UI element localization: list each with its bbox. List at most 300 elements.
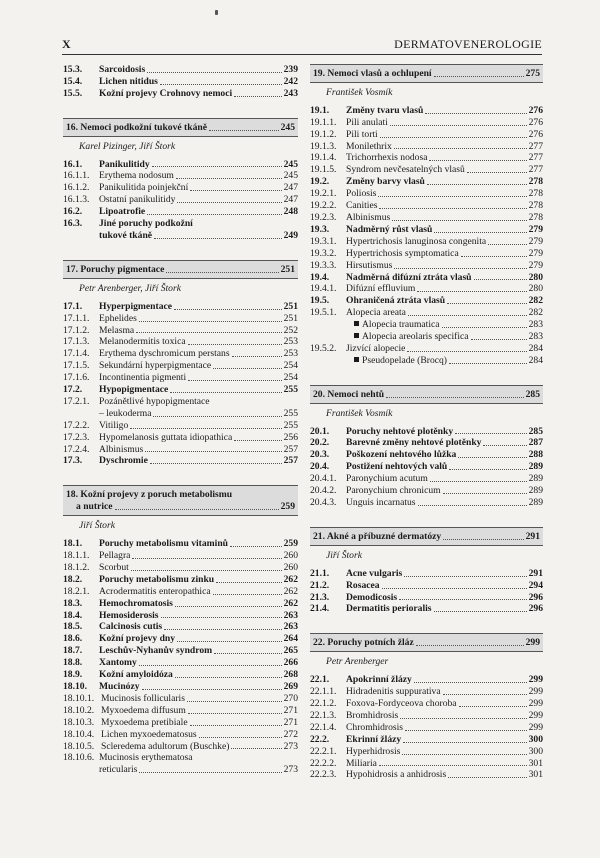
toc-entry bbox=[310, 212, 543, 224]
toc-entry bbox=[310, 200, 543, 212]
toc-entry-number: 18.10.1. bbox=[63, 692, 95, 704]
toc-entry-bullet bbox=[310, 355, 543, 367]
dot-leader bbox=[402, 754, 526, 755]
toc-entry-page: 260 bbox=[283, 550, 298, 561]
toc-entry-number: 22.2.2. bbox=[310, 757, 337, 769]
toc-entry-title: Nadměrný růst vlasů bbox=[346, 223, 433, 235]
toc-entry-title: Demodicosis bbox=[346, 591, 398, 603]
toc-entry bbox=[66, 264, 295, 276]
toc-entry bbox=[63, 313, 298, 325]
toc-entry-line bbox=[63, 764, 298, 776]
toc-entry bbox=[310, 449, 543, 461]
toc-entry-page: 278 bbox=[528, 200, 543, 212]
toc-entry-number: 17.1.4. bbox=[63, 348, 90, 360]
toc-entry-number: 17.1. bbox=[63, 300, 83, 312]
toc-entry-page: 289 bbox=[528, 473, 543, 485]
toc-entry-title: 21. Akné a příbuzné dermatózy bbox=[313, 530, 442, 542]
toc-entry bbox=[63, 574, 298, 586]
dot-leader bbox=[455, 433, 526, 434]
dot-leader bbox=[449, 363, 527, 364]
toc-entry bbox=[310, 710, 543, 722]
toc-entry-page: 296 bbox=[528, 591, 543, 603]
toc-entry-number: 20.4.2. bbox=[310, 485, 337, 497]
toc-entry-title: Hypomelanosis guttata idiopathica bbox=[99, 431, 233, 443]
toc-entry-number: 18.10.3. bbox=[63, 716, 95, 728]
chapter-authors: Jiří Štork bbox=[79, 520, 115, 532]
chapter-heading bbox=[63, 485, 298, 516]
toc-entry-title: Erythema nodosum bbox=[99, 170, 174, 182]
toc-entry bbox=[310, 568, 543, 580]
toc-entry-title: Barevné změny nehtové plotěnky bbox=[346, 437, 482, 449]
toc-entry bbox=[63, 693, 298, 705]
toc-entry-page: 289 bbox=[528, 461, 543, 473]
toc-entry-title: Canities bbox=[346, 200, 378, 212]
toc-entry bbox=[63, 432, 298, 444]
toc-entry-number: 17.2. bbox=[63, 384, 83, 396]
toc-entry-number: 18.9. bbox=[63, 669, 83, 681]
toc-entry-number: 18.1.2. bbox=[63, 561, 90, 573]
dot-leader bbox=[188, 380, 281, 381]
toc-entry-page: 243 bbox=[283, 87, 298, 99]
toc-entry-number: 19.1.4. bbox=[310, 152, 337, 164]
dot-leader bbox=[187, 701, 282, 702]
dot-leader bbox=[404, 576, 526, 577]
toc-entry-page: 270 bbox=[283, 692, 298, 704]
dot-leader bbox=[443, 493, 527, 494]
toc-entry-number: 19.2.1. bbox=[310, 188, 337, 200]
chapter-authors: Karel Pizinger, Jiří Štork bbox=[79, 140, 176, 152]
toc-entry bbox=[310, 722, 543, 734]
dot-leader bbox=[394, 148, 527, 149]
dot-leader bbox=[400, 718, 526, 719]
section-gap bbox=[310, 367, 543, 381]
dot-leader bbox=[132, 558, 281, 559]
dot-leader bbox=[405, 730, 527, 731]
toc-entry-number: 20.4.1. bbox=[310, 473, 337, 485]
toc-entry-number: 16.1.2. bbox=[63, 182, 90, 194]
dot-leader bbox=[154, 238, 282, 239]
section-gap bbox=[63, 467, 298, 481]
toc-entry-title: Syndrom nevčesatelných vlasů bbox=[346, 164, 465, 176]
dot-leader bbox=[190, 190, 281, 191]
toc-entry-page: 280 bbox=[528, 271, 543, 283]
toc-entry-title: Ohraničená ztráta vlasů bbox=[346, 295, 446, 307]
dot-leader bbox=[449, 469, 526, 470]
toc-entry-title: Změny barvy vlasů bbox=[346, 176, 425, 188]
toc-entry bbox=[63, 325, 298, 337]
toc-entry-title: Chromhidrosis bbox=[346, 721, 404, 733]
toc-entry-title: Scleredema adultorum (Buschke) bbox=[101, 740, 230, 752]
dot-leader bbox=[176, 178, 282, 179]
toc-entry bbox=[63, 645, 298, 657]
dot-leader bbox=[461, 256, 527, 257]
toc-entry bbox=[63, 206, 298, 218]
toc-entry-title: Kožní projevy Crohnovy nemoci bbox=[99, 87, 233, 99]
toc-entry bbox=[63, 455, 298, 467]
dot-leader bbox=[139, 321, 282, 322]
toc-entry bbox=[310, 603, 543, 615]
toc-entry-number: 18.7. bbox=[63, 645, 83, 657]
toc-entry-title: Poruchy nehtové plotěnky bbox=[346, 425, 454, 437]
toc-entry-title: Mucinosis erythematosa bbox=[99, 752, 193, 764]
toc-entry-title: Postižení nehtových valů bbox=[346, 461, 448, 473]
toc-entry-title: Incontinentia pigmenti bbox=[99, 372, 187, 384]
toc-entry bbox=[63, 301, 298, 313]
toc-entry-title: 17. Poruchy pigmentace bbox=[66, 263, 165, 275]
chapter-heading bbox=[310, 633, 543, 652]
toc-entry-title: Ostatní panikulitidy bbox=[99, 194, 176, 206]
dot-leader bbox=[447, 303, 526, 304]
dot-leader bbox=[147, 72, 281, 73]
running-head: DERMATOVENEROLOGIE bbox=[394, 37, 542, 51]
dot-leader bbox=[399, 599, 526, 600]
toc-entry bbox=[310, 260, 543, 272]
toc-entry-title: Scorbut bbox=[99, 561, 129, 573]
toc-entry-title: Hyperhidrosis bbox=[346, 745, 401, 757]
toc-entry-page: 283 bbox=[528, 319, 543, 331]
dot-leader bbox=[145, 451, 281, 452]
toc-entry-number: 19.1.5. bbox=[310, 164, 337, 176]
toc-entry-title: Lichen myxoedematosus bbox=[101, 728, 197, 740]
toc-entry-number: 21.1. bbox=[310, 567, 330, 579]
toc-entry bbox=[63, 182, 298, 194]
toc-entry-page: 276 bbox=[528, 104, 543, 116]
toc-left-column bbox=[63, 64, 298, 776]
dot-leader bbox=[216, 582, 281, 583]
dot-leader bbox=[130, 428, 281, 429]
toc-entry bbox=[310, 437, 543, 449]
toc-entry-line bbox=[63, 230, 298, 242]
dot-leader bbox=[231, 748, 281, 749]
toc-entry-number: 17.3. bbox=[63, 455, 83, 467]
toc-entry-number: 21.2. bbox=[310, 579, 330, 591]
toc-entry-number: 18.2. bbox=[63, 573, 83, 585]
toc-entry bbox=[310, 592, 543, 604]
toc-entry-title: Pozánětlivé hypopigmentace bbox=[99, 395, 210, 407]
toc-entry-title: Melanodermitis toxica bbox=[99, 336, 186, 348]
toc-entry-title: Bromhidrosis bbox=[346, 709, 399, 721]
toc-entry-number: 17.1.6. bbox=[63, 372, 90, 384]
toc-entry-page: 245 bbox=[283, 158, 298, 170]
toc-entry-number: 19.3. bbox=[310, 223, 330, 235]
toc-entry-number: 18.3. bbox=[63, 597, 83, 609]
toc-entry-page: 279 bbox=[528, 247, 543, 259]
toc-entry-page: 255 bbox=[283, 384, 298, 396]
toc-entry-title: Ephelides bbox=[99, 312, 137, 324]
toc-entry-page: 278 bbox=[528, 176, 543, 188]
toc-entry-bullet bbox=[310, 319, 543, 331]
toc-entry-page: 299 bbox=[528, 697, 543, 709]
toc-entry-number: 18.1. bbox=[63, 538, 83, 550]
dot-leader bbox=[142, 689, 282, 690]
dot-leader bbox=[164, 629, 281, 630]
toc-entry bbox=[310, 746, 543, 758]
dot-leader bbox=[234, 96, 281, 97]
toc-entry-title: 20. Nemoci nehtů bbox=[313, 388, 385, 400]
chapter-heading bbox=[310, 527, 543, 546]
toc-entry-number: 15.5. bbox=[63, 87, 83, 99]
toc-entry-number: 22.2.3. bbox=[310, 769, 337, 781]
toc-entry-page: 242 bbox=[283, 75, 298, 87]
toc-entry-title: Jizvící alopecie bbox=[346, 342, 406, 354]
toc-right-column bbox=[310, 64, 543, 781]
toc-entry-number: 18.10. bbox=[63, 680, 87, 692]
toc-entry-number: 20.4. bbox=[310, 461, 330, 473]
toc-entry bbox=[63, 633, 298, 645]
toc-entry-title: Pseudopelade (Brocq) bbox=[354, 355, 447, 367]
toc-entry-number: 19.1. bbox=[310, 104, 330, 116]
toc-entry bbox=[63, 669, 298, 681]
toc-entry-page: 265 bbox=[283, 645, 298, 657]
toc-entry bbox=[63, 420, 298, 432]
toc-entry-number: 20.4.3. bbox=[310, 497, 337, 508]
toc-entry-title: 22. Poruchy potních žláz bbox=[313, 637, 414, 649]
dot-leader bbox=[175, 606, 282, 607]
toc-entry-number: 16.3. bbox=[63, 218, 83, 230]
toc-entry-title: Ekrinní žlázy bbox=[346, 733, 402, 745]
toc-entry bbox=[310, 117, 543, 129]
toc-entry-page: 249 bbox=[283, 229, 298, 241]
toc-entry-bullet bbox=[310, 331, 543, 343]
toc-entry-number: 18.10.2. bbox=[63, 704, 95, 716]
toc-entry-number: 18.5. bbox=[63, 621, 83, 633]
toc-entry bbox=[63, 621, 298, 633]
toc-entry-title: Pili torti bbox=[346, 128, 378, 140]
dot-leader bbox=[379, 208, 526, 209]
toc-entry-number: 21.3. bbox=[310, 591, 330, 603]
toc-entry-title: Hemochromatosis bbox=[99, 597, 173, 609]
toc-entry-page: 277 bbox=[528, 140, 543, 152]
dot-leader bbox=[214, 653, 281, 654]
toc-entry-title: Unguis incarnatus bbox=[346, 497, 416, 508]
toc-entry bbox=[63, 336, 298, 348]
toc-entry-page: 247 bbox=[283, 194, 298, 206]
toc-entry bbox=[310, 485, 543, 497]
dot-leader bbox=[417, 291, 526, 292]
dot-leader bbox=[394, 268, 526, 269]
toc-entry-number: 16.1.3. bbox=[63, 194, 90, 206]
dot-leader bbox=[213, 368, 281, 369]
toc-entry-page: 254 bbox=[283, 372, 298, 384]
toc-entry-page: 289 bbox=[528, 497, 543, 508]
dot-leader bbox=[175, 677, 282, 678]
toc-entry bbox=[66, 122, 295, 134]
toc-entry-number: 19.4. bbox=[310, 271, 330, 283]
toc-entry-number: 18.1.1. bbox=[63, 550, 90, 561]
toc-entry-number: 18.6. bbox=[63, 633, 83, 645]
square-bullet-icon bbox=[354, 357, 359, 362]
toc-entry bbox=[310, 224, 543, 236]
toc-entry-page: 287 bbox=[528, 437, 543, 449]
dot-leader bbox=[408, 315, 527, 316]
toc-entry-number: 17.2.1. bbox=[63, 395, 90, 407]
toc-entry-page: 266 bbox=[283, 657, 298, 669]
toc-entry-title: Paronychium chronicum bbox=[346, 485, 441, 497]
toc-entry-page: 296 bbox=[528, 603, 543, 615]
toc-entry bbox=[63, 64, 298, 76]
toc-entry-number: 19.3.1. bbox=[310, 235, 337, 247]
toc-entry-number: 22.2. bbox=[310, 733, 330, 745]
toc-entry-number: 18.4. bbox=[63, 609, 83, 621]
toc-entry bbox=[310, 473, 543, 485]
dot-leader bbox=[150, 463, 282, 464]
toc-entry-number: 19.4.1. bbox=[310, 283, 337, 295]
toc-entry bbox=[63, 372, 298, 384]
dot-leader bbox=[170, 392, 281, 393]
toc-entry-page: 259 bbox=[280, 501, 295, 513]
toc-entry-page: 289 bbox=[528, 485, 543, 497]
toc-entry-number: 19.1.3. bbox=[310, 140, 337, 152]
dot-leader bbox=[488, 244, 526, 245]
toc-entry-number: 16.1. bbox=[63, 158, 83, 170]
toc-entry-number: 22.1.2. bbox=[310, 697, 337, 709]
dot-leader bbox=[188, 713, 282, 714]
toc-entry-number: 17.1.5. bbox=[63, 360, 90, 372]
dot-leader bbox=[213, 594, 282, 595]
dot-leader bbox=[379, 765, 527, 766]
toc-entry-number: 19.3.3. bbox=[310, 259, 337, 271]
toc-entry-page: 278 bbox=[528, 188, 543, 200]
toc-entry-page: 251 bbox=[283, 312, 298, 324]
toc-entry-page: 262 bbox=[283, 597, 298, 609]
toc-entry bbox=[63, 681, 298, 693]
toc-entry-page: 251 bbox=[283, 300, 298, 312]
chapter-heading-line: 18. Kožní projevy z poruch metabolismu bbox=[66, 489, 233, 501]
toc-entry-page: 280 bbox=[528, 283, 543, 295]
toc-entry bbox=[63, 550, 298, 562]
toc-entry-page: 247 bbox=[283, 182, 298, 194]
toc-entry-title: Acne vulgaris bbox=[346, 567, 403, 579]
toc-entry-page: 273 bbox=[283, 764, 298, 776]
toc-entry-number: 19.5.1. bbox=[310, 307, 337, 319]
toc-entry bbox=[63, 194, 298, 206]
toc-entry-title: Hypohidrosis a anhidrosis bbox=[346, 769, 447, 781]
chapter-heading bbox=[63, 118, 298, 137]
toc-entry-number: 16.2. bbox=[63, 206, 83, 218]
toc-entry bbox=[310, 176, 543, 188]
toc-entry-title: Hypertrichosis lanuginosa congenita bbox=[346, 235, 487, 247]
dot-leader bbox=[443, 539, 523, 540]
dot-leader bbox=[442, 327, 527, 328]
toc-entry-title: Myxoedema pretibiale bbox=[101, 716, 188, 728]
toc-entry-page: 252 bbox=[283, 324, 298, 336]
dot-leader bbox=[139, 665, 282, 666]
toc-entry-number: 22.1.3. bbox=[310, 709, 337, 721]
toc-entry-page: 276 bbox=[528, 116, 543, 128]
toc-entry-page: 256 bbox=[283, 431, 298, 443]
toc-entry-page: 257 bbox=[283, 455, 298, 467]
toc-entry-number: 18.10.4. bbox=[63, 728, 95, 740]
dot-leader bbox=[153, 416, 281, 417]
toc-entry-page: 263 bbox=[283, 609, 298, 621]
dot-leader bbox=[234, 440, 281, 441]
toc-entry-number: 20.3. bbox=[310, 449, 330, 461]
toc-entry-line bbox=[63, 752, 298, 764]
toc-entry-title: Kožní amyloidóza bbox=[99, 669, 173, 681]
toc-entry-page: 251 bbox=[280, 263, 295, 275]
dot-leader bbox=[429, 160, 526, 161]
toc-entry-page: 299 bbox=[525, 637, 540, 649]
toc-entry-page: 299 bbox=[528, 709, 543, 721]
toc-entry-page: 271 bbox=[283, 716, 298, 728]
toc-entry-page: 253 bbox=[283, 336, 298, 348]
toc-entry-title: Calcinosis cutis bbox=[99, 621, 163, 633]
toc-entry-wrapped bbox=[63, 752, 298, 776]
toc-entry-page: 299 bbox=[528, 674, 543, 686]
toc-entry-page: 283 bbox=[528, 331, 543, 343]
dot-leader bbox=[136, 332, 281, 333]
toc-entry-page: 268 bbox=[283, 669, 298, 681]
dot-leader bbox=[199, 737, 282, 738]
dot-leader bbox=[471, 339, 527, 340]
toc-entry-number: 18.10.6. bbox=[63, 752, 95, 764]
dot-leader bbox=[434, 76, 524, 77]
toc-entry-title: Poškození nehtového lůžka bbox=[346, 449, 457, 461]
chapter-authors: Petr Arenberger bbox=[326, 656, 389, 668]
toc-entry-page: 245 bbox=[280, 121, 295, 133]
dot-leader bbox=[459, 706, 527, 707]
toc-entry-title: Monilethrix bbox=[346, 140, 392, 152]
section-gap bbox=[310, 509, 543, 523]
toc-entry bbox=[63, 586, 298, 598]
dot-leader bbox=[230, 546, 282, 547]
dot-leader bbox=[209, 130, 279, 131]
dot-leader bbox=[434, 611, 527, 612]
toc-entry bbox=[310, 307, 543, 319]
toc-entry-number: 19.2. bbox=[310, 176, 330, 188]
toc-entry-page: 291 bbox=[525, 530, 540, 542]
toc-entry-number: 18.8. bbox=[63, 657, 83, 669]
toc-entry-title: Panikulitidy bbox=[99, 158, 150, 170]
toc-entry-page: 279 bbox=[528, 259, 543, 271]
dot-leader bbox=[115, 509, 279, 510]
toc-entry bbox=[63, 741, 298, 753]
toc-entry-page: 253 bbox=[283, 348, 298, 360]
toc-entry-page: 248 bbox=[283, 206, 298, 218]
toc-entry-title: Melasma bbox=[99, 324, 135, 336]
toc-entry-page: 282 bbox=[528, 295, 543, 307]
toc-entry-page: 285 bbox=[528, 425, 543, 437]
square-bullet-icon bbox=[354, 321, 359, 326]
toc-entry-title: Alopecia areolaris specifica bbox=[354, 331, 469, 343]
toc-entry-number: 19.5. bbox=[310, 295, 330, 307]
toc-entry bbox=[66, 501, 295, 513]
toc-entry-page: 278 bbox=[528, 211, 543, 223]
toc-entry-title: Dyschromie bbox=[99, 455, 148, 467]
scan-speck bbox=[215, 10, 218, 15]
toc-entry-number: 22.2.1. bbox=[310, 745, 337, 757]
toc-entry-title: Sarcoidosis bbox=[99, 64, 146, 75]
dot-leader bbox=[425, 113, 526, 114]
toc-entry bbox=[310, 698, 543, 710]
toc-entry bbox=[313, 68, 540, 80]
toc-entry-page: 294 bbox=[528, 579, 543, 591]
toc-entry-page: 279 bbox=[528, 235, 543, 247]
toc-entry-page: 254 bbox=[283, 360, 298, 372]
toc-entry-page: 275 bbox=[525, 68, 540, 79]
toc-entry-page: 284 bbox=[528, 354, 543, 366]
toc-entry bbox=[313, 637, 540, 649]
toc-entry-number: 17.2.3. bbox=[63, 431, 90, 443]
toc-entry-page: 291 bbox=[528, 567, 543, 579]
toc-entry bbox=[310, 152, 543, 164]
square-bullet-icon bbox=[354, 333, 359, 338]
toc-entry bbox=[63, 76, 298, 88]
toc-entry-title: a nutrice bbox=[76, 501, 113, 513]
section-gap bbox=[63, 100, 298, 114]
toc-entry bbox=[63, 705, 298, 717]
toc-entry-number: 17.1.2. bbox=[63, 324, 90, 336]
